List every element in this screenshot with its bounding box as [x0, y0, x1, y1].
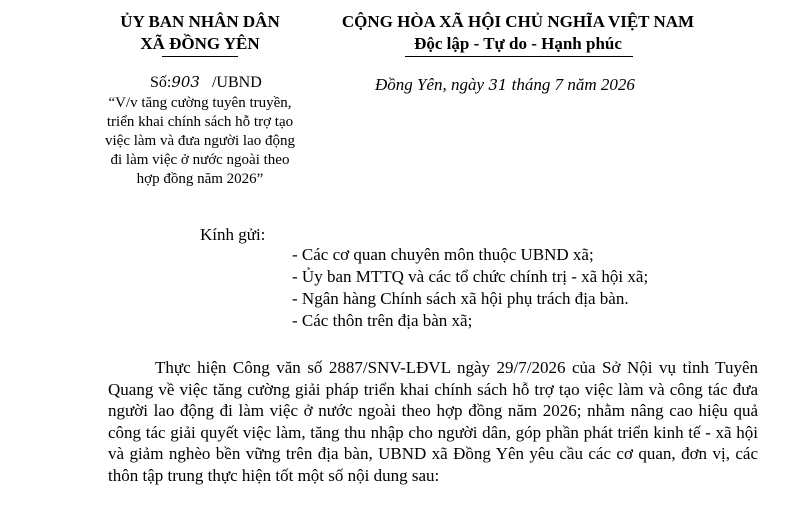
document-subject — [84, 94, 316, 189]
national-motto: Độc lập - Tự do - Hạnh phúc — [414, 34, 622, 53]
issuer-underline — [162, 56, 238, 57]
issuer-name: ỦY BAN NHÂN DÂN — [120, 12, 280, 31]
subject-line: “V/v tăng cường tuyên truyền, — [108, 95, 292, 111]
date-day: 31 — [488, 76, 508, 94]
subject-line: đi làm việc ở nước ngoài theo — [110, 152, 290, 168]
document-number-suffix: /UBND — [211, 74, 262, 91]
subject-line: triển khai chính sách hỗ trợ tạo — [106, 114, 294, 130]
issuer-commune: XÃ ĐỒNG YÊN — [140, 34, 260, 53]
recipient-item: - Các cơ quan chuyên môn thuộc UBND xã; — [292, 245, 594, 264]
motto-underline — [405, 56, 633, 57]
recipient-item: - Các thôn trên địa bàn xã; — [292, 311, 473, 330]
date-suffix: tháng 7 năm 2026 — [511, 75, 635, 94]
document-number-prefix: Số: — [150, 74, 172, 91]
subject-line: hợp đồng năm 2026” — [136, 171, 264, 187]
recipients-label: Kính gửi: — [200, 225, 266, 244]
subject-line: việc làm và đưa người lao động — [105, 133, 295, 149]
document-number-value: 903 — [171, 73, 200, 91]
body-paragraph: Thực hiện Công văn số 2887/SNV-LĐVL ngày 29/7/2026 của Sở Nội vụ tỉnh Tuyên Quang về việc tăng cường giải pháp triển khai chính sách hỗ trợ tạo việc làm và công tác đưa người lao động đi làm việc ở nước ngoài theo hợp đồng năm 2026; nhằm nâng cao hiệu quả công tác giải quyết việc làm, tăng thu nhập cho người dân, góp phần phát triển kinh tế - xã hội và giảm nghèo bền vững trên địa bàn, UBND xã Đồng Yên yêu cầu các cơ quan, đơn vị, các thôn tập trung thực hiện tốt một số nội dung sau: — [108, 358, 758, 485]
document-number — [150, 73, 262, 92]
document-date — [375, 75, 635, 95]
national-title: CỘNG HÒA XÃ HỘI CHỦ NGHĨA VIỆT NAM — [341, 12, 695, 31]
date-prefix: Đồng Yên, ngày — [375, 75, 485, 94]
recipient-item: - Ủy ban MTTQ và các tổ chức chính trị - xã hội xã; — [292, 267, 649, 286]
recipient-item: - Ngân hàng Chính sách xã hội phụ trách địa bàn. — [292, 289, 629, 308]
